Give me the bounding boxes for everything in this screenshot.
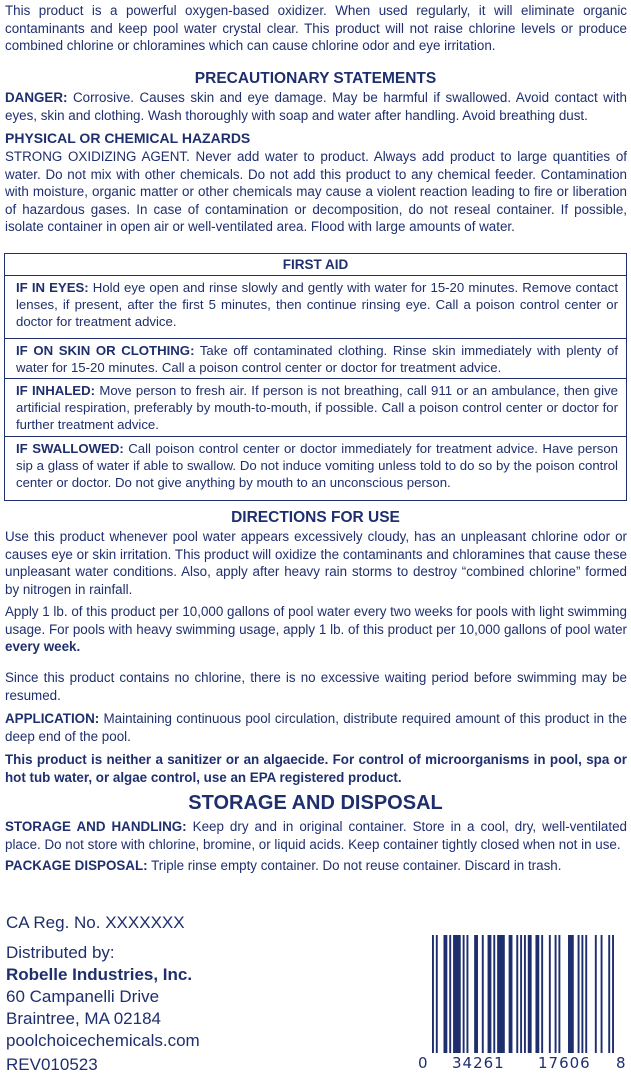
regulatory-notice: This product is neither a sanitizer or an algaecide. For control of microorganisms in pool, spa or hot tub water, or algae control, use an EPA registered product. — [5, 752, 627, 785]
barcode-bar — [595, 935, 597, 1053]
first-aid-inhaled-label: IF INHALED: — [16, 383, 96, 398]
barcode-bar — [463, 935, 465, 1053]
website: poolchoicechemicals.com — [6, 1031, 200, 1050]
upc-barcode — [418, 935, 628, 1073]
first-aid-swallowed-label: IF SWALLOWED: — [16, 441, 124, 456]
hazards-heading: PHYSICAL OR CHEMICAL HAZARDS — [5, 130, 251, 146]
registration-number: CA Reg. No. XXXXXXX — [6, 913, 185, 932]
barcode-bar — [601, 935, 603, 1053]
barcode-bar — [509, 935, 513, 1053]
barcode-bar — [520, 935, 522, 1053]
directions-heading: DIRECTIONS FOR USE — [231, 509, 400, 526]
barcode-bar — [432, 935, 434, 1053]
barcode-bar — [453, 935, 461, 1053]
barcode-bar — [524, 935, 526, 1053]
address-line-2: Braintree, MA 02184 — [6, 1009, 161, 1028]
first-aid-skin-label: IF ON SKIN OR CLOTHING: — [16, 343, 195, 358]
revision-code: REV010523 — [6, 1055, 98, 1073]
barcode-bar — [516, 935, 518, 1053]
first-aid-skin-text: Take off contaminated clothing. Rinse skin immediately with plenty of water for 15-20 minutes. Call a poison control center or doctor for treatment advice. — [16, 343, 619, 375]
directions-paragraph-1: Use this product whenever pool water appears excessively cloudy, has an unpleasant chlorine odor or causes eye or skin irritation. This product will oxidize the contaminants and chloramines that cause these unpleasant water conditions. Also, apply after heavy rain storms to destroy “combined chlorine” formed by nitrogen in rainfall. — [5, 529, 627, 597]
distributed-by-label: Distributed by: — [6, 943, 115, 962]
barcode-bars — [418, 935, 628, 1055]
barcode-bar — [493, 935, 495, 1053]
first-aid-title: FIRST AID — [5, 254, 626, 276]
hazards-text: STRONG OXIDIZING AGENT. Never add water to product. Always add product to large quantities of water. Do not mix with other chemicals. Do not add this product to any chemical feeder. Contamination with moisture, organic matter or other chemicals may cause a violent reaction leading to fire or liberation of hazardous gases. In case of contamination or decomposition, do not reseal container. If possible, isolate container in open air or well-ventilated area. Flood with large amounts of water. — [5, 149, 627, 234]
barcode-bar — [585, 935, 587, 1053]
first-aid-eyes-text: Hold eye open and rinse slowly and gently with water for 15-20 minutes. Remove contact lenses, if present, after the first 5 minutes, then continue rinsing eye. Call a poison control center or doctor for treatment advice. — [16, 280, 618, 329]
intro-paragraph: This product is a powerful oxygen-based oxidizer. When used regularly, it will eliminate organic contaminants and keep pool water crystal clear. This product will not raise chlorine levels or produce combined chlorine or chloramines which can cause chlorine odor and eye irritation. — [5, 3, 627, 53]
package-disposal-label: PACKAGE DISPOSAL: — [5, 858, 148, 873]
application-statement — [5, 710, 627, 745]
barcode-left-group: 34261 — [452, 1054, 505, 1072]
first-aid-inhaled — [5, 379, 626, 437]
precautionary-heading: PRECAUTIONARY STATEMENTS — [194, 70, 437, 87]
barcode-bar — [612, 935, 614, 1053]
barcode-bar — [568, 935, 574, 1053]
danger-statement — [5, 89, 627, 124]
barcode-bar — [578, 935, 580, 1053]
application-text: Maintaining continuous pool circulation, distribute required amount of this product in the deep end of the pool. — [5, 711, 627, 744]
directions-paragraph-3: Since this product contains no chlorine, there is no excessive waiting period before swimming may be resumed. — [5, 670, 627, 703]
directions-paragraph-2 — [5, 603, 627, 656]
barcode-bar — [581, 935, 583, 1053]
barcode-bar — [482, 935, 484, 1053]
barcode-right-group: 17606 — [538, 1054, 591, 1072]
first-aid-swallowed — [5, 437, 626, 500]
application-label: APPLICATION: — [5, 711, 100, 726]
barcode-bar — [528, 935, 532, 1053]
danger-text: Corrosive. Causes skin and eye damage. May be harmful if swallowed. Avoid contact with eyes, skin and clothing. Wash thoroughly with soap and water after handling. Avoid breathing dust. — [5, 90, 627, 123]
address-line-1: 60 Campanelli Drive — [6, 987, 160, 1006]
barcode-bar — [535, 935, 539, 1053]
barcode-bar — [443, 935, 447, 1053]
storage-handling-label: STORAGE AND HANDLING: — [5, 819, 187, 834]
storage-handling-statement — [5, 818, 627, 853]
barcode-bar — [488, 935, 492, 1053]
barcode-bar — [474, 935, 478, 1053]
barcode-bar — [549, 935, 551, 1053]
storage-handling-text: Keep dry and in original container. Store in a cool, dry, well-ventilated place. Do not store with chlorine, bromine, or liquid acids. Keep container tightly closed when not in use. — [5, 819, 627, 852]
first-aid-swallowed-text: Call poison control center or doctor immediately for treatment advice. Have person sip a glass of water if able to swallow. Do not induce vomiting unless told to do so by the poison control center or doctor. Do not give anything by mouth to an unconscious person. — [16, 441, 619, 490]
barcode-bar — [608, 935, 610, 1053]
barcode-bar — [449, 935, 451, 1053]
package-disposal-text: Triple rinse empty container. Do not reuse container. Discard in trash. — [147, 858, 562, 873]
company-name: Robelle Industries, Inc. — [6, 965, 193, 984]
first-aid-inhaled-text: Move person to fresh air. If person is not breathing, call 911 or an ambulance, then give artificial respiration, preferably by mouth-to-mouth, if possible. Call a poison control center or doctor for further treatment advice. — [16, 383, 618, 432]
barcode-first-digit: 0 — [418, 1054, 428, 1072]
barcode-last-digit: 8 — [616, 1054, 626, 1072]
first-aid-box — [4, 253, 627, 501]
barcode-bar — [555, 935, 557, 1053]
first-aid-skin — [5, 339, 626, 379]
danger-label: DANGER: — [5, 90, 68, 105]
directions-paragraph-2-bold: every week. — [5, 639, 81, 654]
directions-paragraph-2-text: Apply 1 lb. of this product per 10,000 gallons of pool water every two weeks for pools with light swimming usage. For pools with heavy swimming usage, apply 1 lb. of this product per 10,000 gallons of pool water — [5, 604, 627, 637]
barcode-bar — [466, 935, 468, 1053]
storage-heading: STORAGE AND DISPOSAL — [188, 792, 443, 814]
barcode-bar — [541, 935, 543, 1053]
package-disposal-statement — [5, 857, 627, 875]
barcode-bar — [436, 935, 438, 1053]
barcode-bar — [558, 935, 560, 1053]
first-aid-eyes-label: IF IN EYES: — [16, 280, 89, 295]
barcode-bar — [497, 935, 505, 1053]
first-aid-eyes — [5, 276, 626, 339]
